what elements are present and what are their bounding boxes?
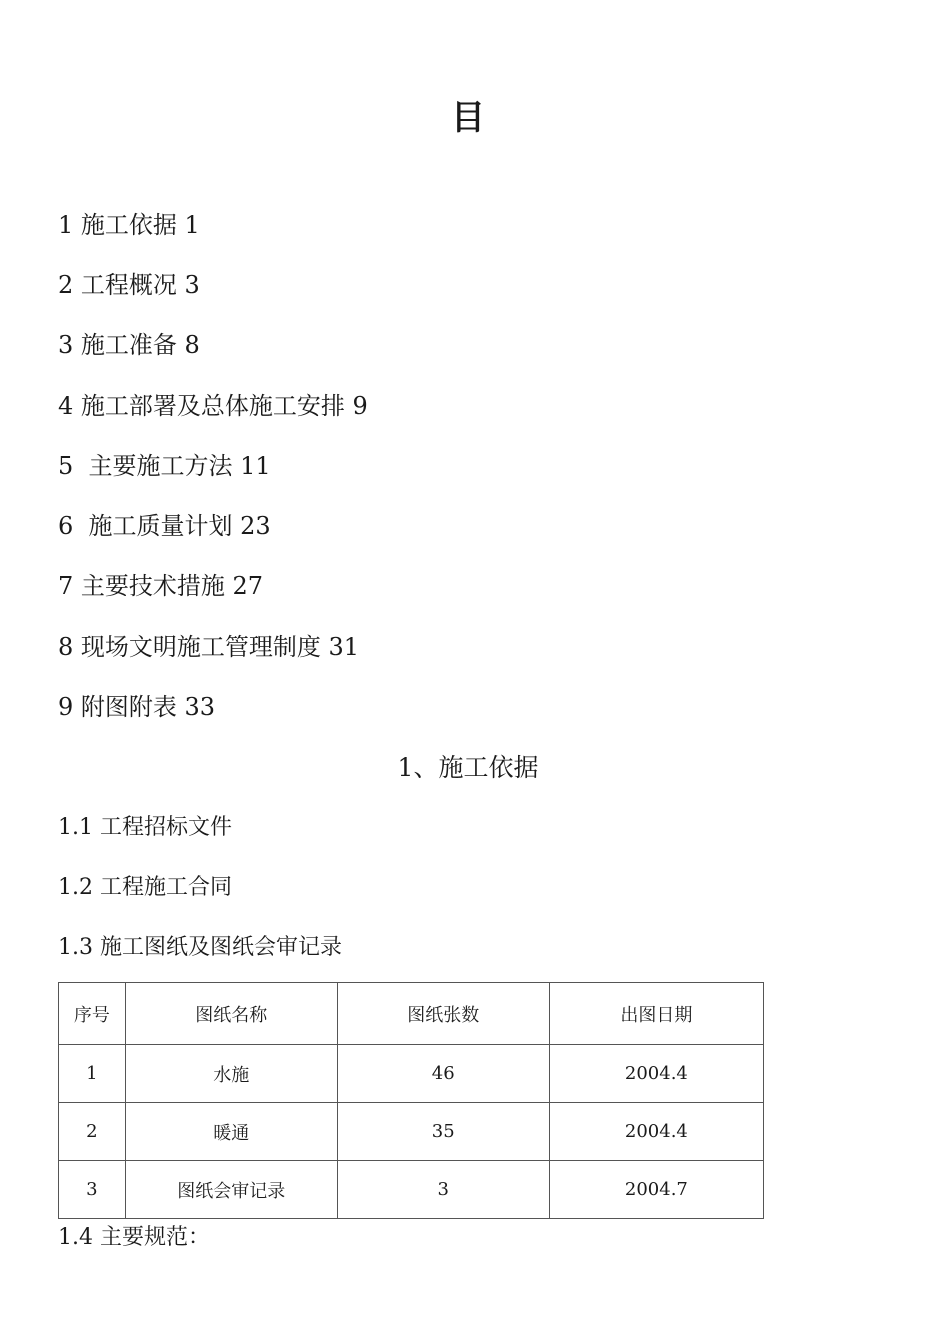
toc-item: 5 主要施工方法 11 — [58, 452, 271, 480]
sub-item: 1.3 施工图纸及图纸会审记录 — [58, 935, 342, 960]
table-cell: 35 — [337, 1103, 549, 1161]
table-cell: 3 — [59, 1161, 126, 1219]
table-header-row — [59, 983, 764, 1045]
table-row — [59, 1161, 764, 1219]
section-title: 1、施工依据 — [397, 753, 539, 782]
toc-item: 8 现场文明施工管理制度 31 — [58, 633, 360, 661]
table-row — [59, 1045, 764, 1103]
toc-item: 7 主要技术措施 27 — [58, 572, 264, 600]
table-cell: 2004.7 — [549, 1161, 763, 1219]
table-cell: 2004.4 — [549, 1045, 763, 1103]
table-cell: 2004.4 — [549, 1103, 763, 1161]
table-header-cell: 出图日期 — [549, 983, 763, 1045]
sub-item: 1.2 工程施工合同 — [58, 875, 232, 900]
sub-item: 1.1 工程招标文件 — [58, 815, 232, 840]
table-cell: 2 — [59, 1103, 126, 1161]
toc-item: 1 施工依据 1 — [58, 211, 200, 239]
table-cell: 水施 — [125, 1045, 337, 1103]
toc-item: 3 施工准备 8 — [58, 331, 200, 359]
table-cell: 3 — [337, 1161, 549, 1219]
table-header-cell: 序号 — [59, 983, 126, 1045]
toc-item: 6 施工质量计划 23 — [58, 512, 271, 540]
table-cell: 暖通 — [125, 1103, 337, 1161]
toc-title: 目 — [451, 98, 485, 138]
drawings-table — [58, 982, 764, 1219]
toc-item: 2 工程概况 3 — [58, 271, 200, 299]
table-cell: 46 — [337, 1045, 549, 1103]
toc-item: 9 附图附表 33 — [58, 693, 216, 721]
table-header-cell: 图纸张数 — [337, 983, 549, 1045]
table-cell: 1 — [59, 1045, 126, 1103]
table-cell: 图纸会审记录 — [125, 1161, 337, 1219]
sub-item: 1.4 主要规范： — [58, 1225, 210, 1250]
table-header-cell: 图纸名称 — [125, 983, 337, 1045]
table-row — [59, 1103, 764, 1161]
toc-item: 4 施工部署及总体施工安排 9 — [58, 392, 368, 420]
